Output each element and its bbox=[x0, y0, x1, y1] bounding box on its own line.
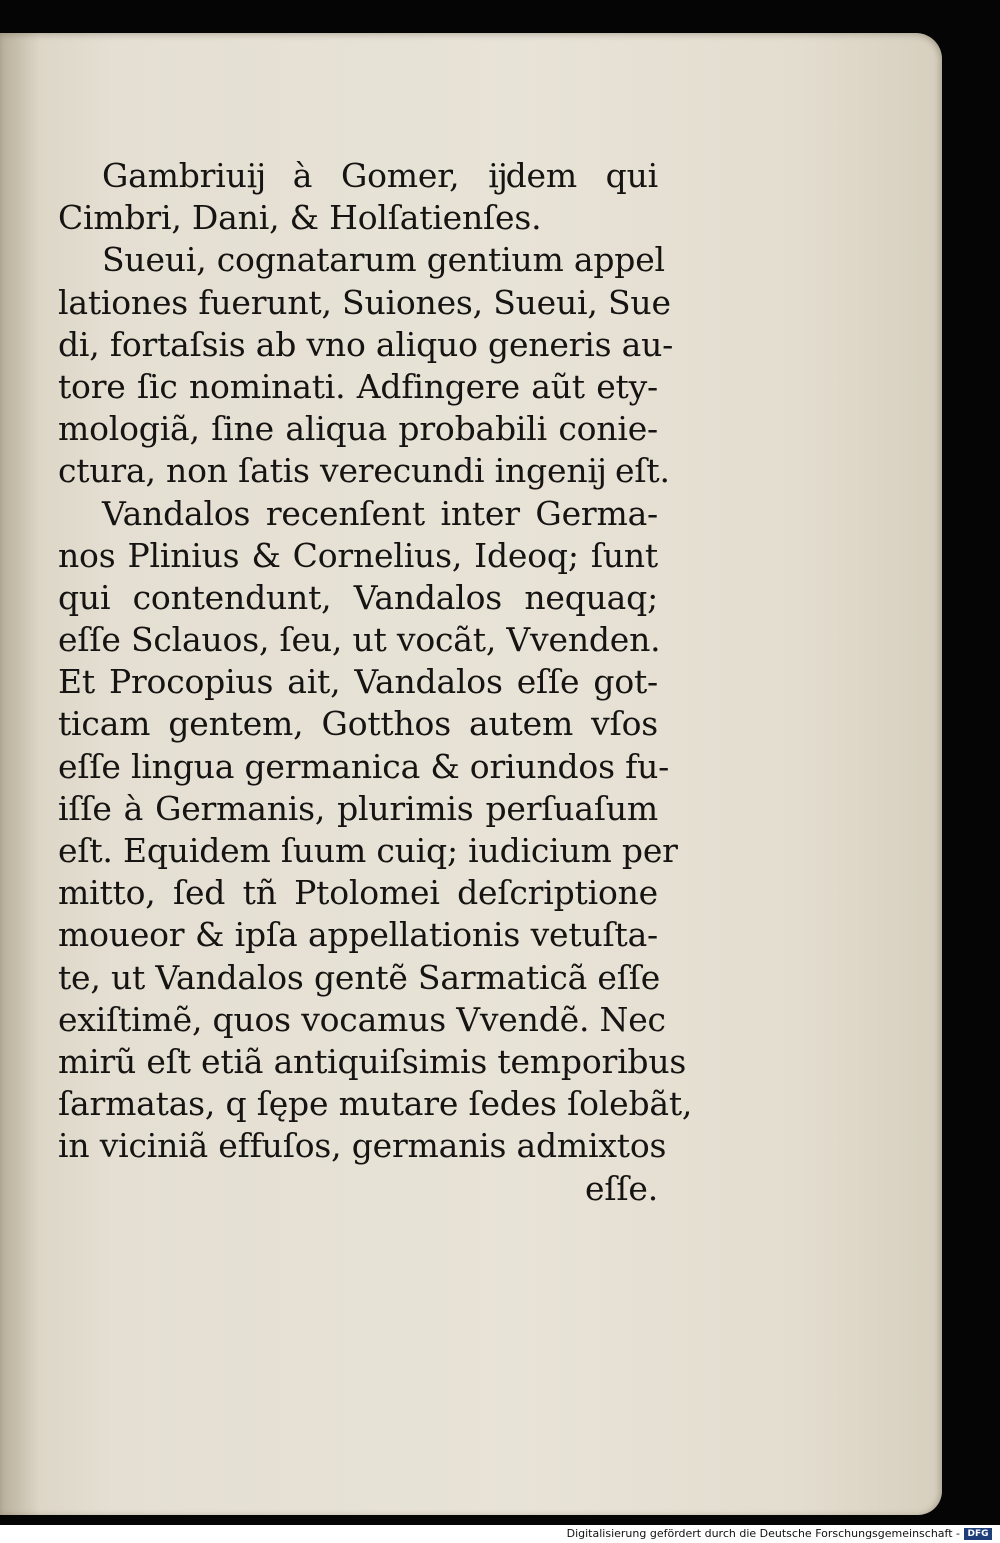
text-line: eſt. Equidem ſuum cuiq; iudicium per bbox=[58, 831, 678, 870]
text-line: nos Plinius & Cornelius, Ideoq; ſunt bbox=[58, 535, 658, 575]
text-line: Et Procopius ait, Vandalos eſſe got- bbox=[58, 662, 658, 702]
text-line: eſſe lingua germanica & oriundos fu- bbox=[58, 746, 670, 786]
dfg-logo-icon: DFG bbox=[964, 1528, 992, 1540]
book-page bbox=[0, 33, 942, 1515]
footer-bar bbox=[0, 1525, 1000, 1543]
text-line: ſarmatas, q ſępe mutare ſedes ſolebãt, bbox=[58, 1084, 693, 1124]
text-line: ctura, non ſatis verecundi ingenĳ eſt. bbox=[58, 451, 670, 491]
text-line: Cimbri, Dani, & Holſatienſes. bbox=[58, 198, 542, 238]
text-line: iſſe à Germanis, plurimis perſuaſum bbox=[58, 788, 658, 828]
text-line: Gambriuĳ à Gomer, ĳdem qui bbox=[102, 156, 658, 195]
text-line: tore ſic nominati. Adfingere aũt ety- bbox=[58, 366, 658, 406]
text-line: eſſe. bbox=[585, 1168, 658, 1208]
page-text-block bbox=[58, 155, 693, 1210]
funding-credit: Digitalisierung gefördert durch die Deutsche Forschungsgemeinschaft - bbox=[566, 1527, 960, 1540]
text-line: moueor & ipſa appellationis vetuſta- bbox=[58, 915, 658, 955]
text-line: te, ut Vandalos gentẽ Sarmaticã eſſe bbox=[58, 957, 661, 997]
text-line: qui contendunt, Vandalos nequaq; bbox=[58, 577, 658, 617]
text-line: di, fortaſsis ab vno aliquo generis au- bbox=[58, 324, 674, 364]
text-line: lationes fuerunt, Suiones, Sueui, Sue bbox=[58, 282, 671, 322]
text-line: exiſtimẽ, quos vocamus Vvendẽ. Nec bbox=[58, 999, 666, 1039]
text-line: ticam gentem, Gotthos autem vſos bbox=[58, 704, 658, 744]
text-line: mitto, ſed tñ Ptolomei deſcriptione bbox=[58, 873, 658, 913]
text-line: mirũ eſt etiã antiquiſsimis temporibus bbox=[58, 1041, 687, 1081]
text-line: in viciniã effuſos, germanis admixtos bbox=[58, 1126, 667, 1166]
text-line: Vandalos recenſent inter Germa- bbox=[102, 493, 658, 533]
text-line: eſſe Sclauos, ſeu, ut vocãt, Vvenden. bbox=[58, 620, 661, 660]
text-line: Sueui, cognatarum gentium appel bbox=[102, 240, 665, 280]
text-line: mologiã, ſine aliqua probabili conie- bbox=[58, 409, 658, 449]
